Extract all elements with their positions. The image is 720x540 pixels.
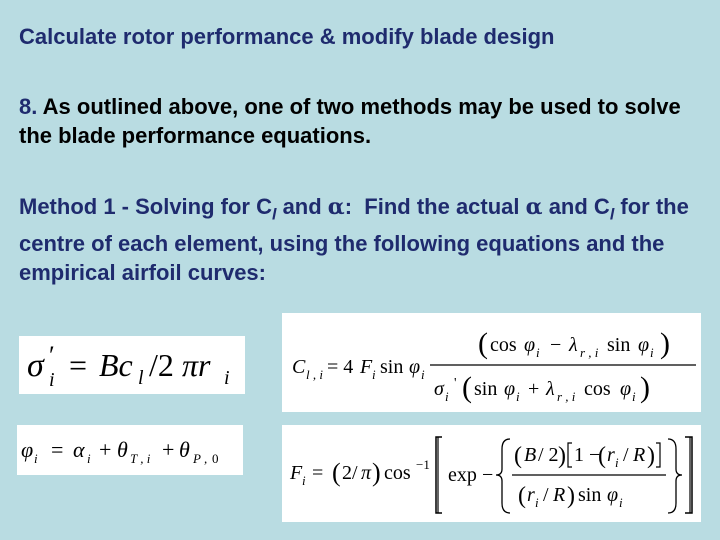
svg-text:r: r xyxy=(607,444,615,466)
svg-text:σ: σ xyxy=(27,347,44,384)
method-sub-l-2: l xyxy=(609,206,615,224)
svg-text:σ: σ xyxy=(434,378,444,400)
svg-text:): ) xyxy=(372,458,381,487)
alpha-symbol: α xyxy=(327,194,345,220)
svg-text:i: i xyxy=(224,367,230,389)
svg-text:T , i: T , i xyxy=(130,451,151,466)
svg-text:=: = xyxy=(312,462,324,484)
svg-text:(: ( xyxy=(598,443,606,469)
svg-text:B: B xyxy=(524,444,537,466)
svg-text:(: ( xyxy=(332,458,341,487)
svg-text:φ: φ xyxy=(607,484,619,506)
svg-text:i: i xyxy=(87,451,91,466)
equation-solidity-graphic xyxy=(19,336,245,394)
svg-text:i: i xyxy=(619,495,623,510)
svg-text:=: = xyxy=(51,437,64,462)
svg-text:F: F xyxy=(360,356,373,378)
svg-text:i: i xyxy=(535,495,539,510)
svg-text:+: + xyxy=(162,437,175,462)
svg-text:+: + xyxy=(528,378,540,400)
svg-text:λ: λ xyxy=(569,334,578,356)
svg-text:/ 2: / 2 xyxy=(538,444,559,466)
svg-text:i: i xyxy=(421,367,425,382)
svg-text:=: = xyxy=(69,347,88,383)
svg-text:R: R xyxy=(633,444,646,466)
svg-text:cos: cos xyxy=(490,334,517,356)
svg-text:r , i: r , i xyxy=(580,345,599,360)
svg-text:= 4: = 4 xyxy=(327,356,354,378)
method-rest-1: Find the actual xyxy=(352,194,526,219)
method-and: and xyxy=(276,194,328,219)
svg-text:i: i xyxy=(516,389,520,404)
step-number: 8. xyxy=(19,94,38,119)
method-lead: Method 1 - Solving for C xyxy=(19,194,272,219)
svg-text:l: l xyxy=(138,367,144,389)
svg-text:R: R xyxy=(553,484,566,506)
svg-text:/: / xyxy=(623,444,629,466)
svg-text:i: i xyxy=(445,389,449,404)
svg-text:1 −: 1 − xyxy=(574,444,601,466)
method-1-paragraph xyxy=(19,192,709,287)
svg-text:i: i xyxy=(372,367,376,382)
svg-text:): ) xyxy=(567,483,575,509)
svg-text:φ: φ xyxy=(21,437,34,462)
svg-text:0: 0 xyxy=(212,451,219,466)
method-sub-l: l xyxy=(272,206,277,224)
svg-text:sin: sin xyxy=(607,334,631,356)
equation-tip-loss xyxy=(282,425,701,522)
svg-text:i: i xyxy=(34,451,38,466)
svg-text:i: i xyxy=(536,345,540,360)
svg-text:(: ( xyxy=(518,483,526,509)
svg-text:sin: sin xyxy=(578,484,602,506)
svg-text:(: ( xyxy=(514,443,522,469)
svg-text:θ: θ xyxy=(117,437,128,462)
svg-text:φ: φ xyxy=(524,334,536,356)
svg-text:πr: πr xyxy=(182,347,211,383)
svg-text:Bc: Bc xyxy=(99,347,133,383)
alpha-symbol-2: α xyxy=(525,194,543,220)
svg-text:): ) xyxy=(660,327,670,360)
svg-text:φ: φ xyxy=(620,378,632,400)
svg-text:i: i xyxy=(632,389,636,404)
equation-solidity xyxy=(19,336,245,394)
step-text: As outlined above, one of two methods may be used to solve the blade performance equations. xyxy=(19,94,681,148)
svg-text:′: ′ xyxy=(49,341,55,370)
svg-text:sin: sin xyxy=(380,356,404,378)
svg-text:i: i xyxy=(615,455,619,470)
svg-text:i: i xyxy=(650,345,654,360)
svg-text:i: i xyxy=(49,369,55,391)
svg-text:cos: cos xyxy=(584,378,611,400)
svg-text:λ: λ xyxy=(546,378,555,400)
svg-text:/: / xyxy=(543,484,549,506)
svg-text:i: i xyxy=(302,473,306,488)
equation-flow-angle xyxy=(17,425,243,475)
svg-text:φ: φ xyxy=(638,334,650,356)
svg-text:sin: sin xyxy=(474,378,498,400)
svg-text:(: ( xyxy=(478,327,488,360)
svg-text:−: − xyxy=(482,464,494,486)
method-colon: : xyxy=(344,194,353,219)
svg-text:l , i: l , i xyxy=(306,367,323,382)
svg-text:π: π xyxy=(361,462,372,484)
svg-text:): ) xyxy=(647,443,655,469)
svg-text:−: − xyxy=(550,334,562,356)
svg-text:exp: exp xyxy=(448,464,477,486)
svg-text:α: α xyxy=(73,437,85,462)
svg-text:cos: cos xyxy=(384,462,411,484)
equation-lift-coefficient xyxy=(282,313,701,412)
svg-text:(: ( xyxy=(462,371,472,404)
svg-text:φ: φ xyxy=(504,378,516,400)
svg-text:': ' xyxy=(454,376,457,391)
svg-text:θ: θ xyxy=(179,437,190,462)
equation-tip-loss-graphic xyxy=(282,425,701,522)
svg-text:+: + xyxy=(99,437,112,462)
svg-text:/2: /2 xyxy=(149,347,174,383)
svg-text:φ: φ xyxy=(409,356,421,378)
method-rest-3: for the centre of each element, using the following equations and the empirical airfoil curves: xyxy=(19,194,689,286)
svg-text:F: F xyxy=(290,462,303,484)
svg-text:): ) xyxy=(558,443,566,469)
svg-text:−1: −1 xyxy=(416,457,430,472)
svg-text:P ,: P , xyxy=(193,451,208,466)
svg-text:): ) xyxy=(640,371,650,404)
svg-text:r , i: r , i xyxy=(557,389,576,404)
method-rest-2: and C xyxy=(542,194,610,219)
slide-title: Calculate rotor performance & modify blade design xyxy=(19,24,555,49)
equation-lift-coefficient-graphic xyxy=(282,313,701,412)
step-8-paragraph xyxy=(19,92,709,150)
svg-text:r: r xyxy=(527,484,535,506)
equation-flow-angle-graphic xyxy=(17,425,243,475)
svg-text:2/: 2/ xyxy=(342,462,358,484)
svg-text:C: C xyxy=(292,356,306,378)
